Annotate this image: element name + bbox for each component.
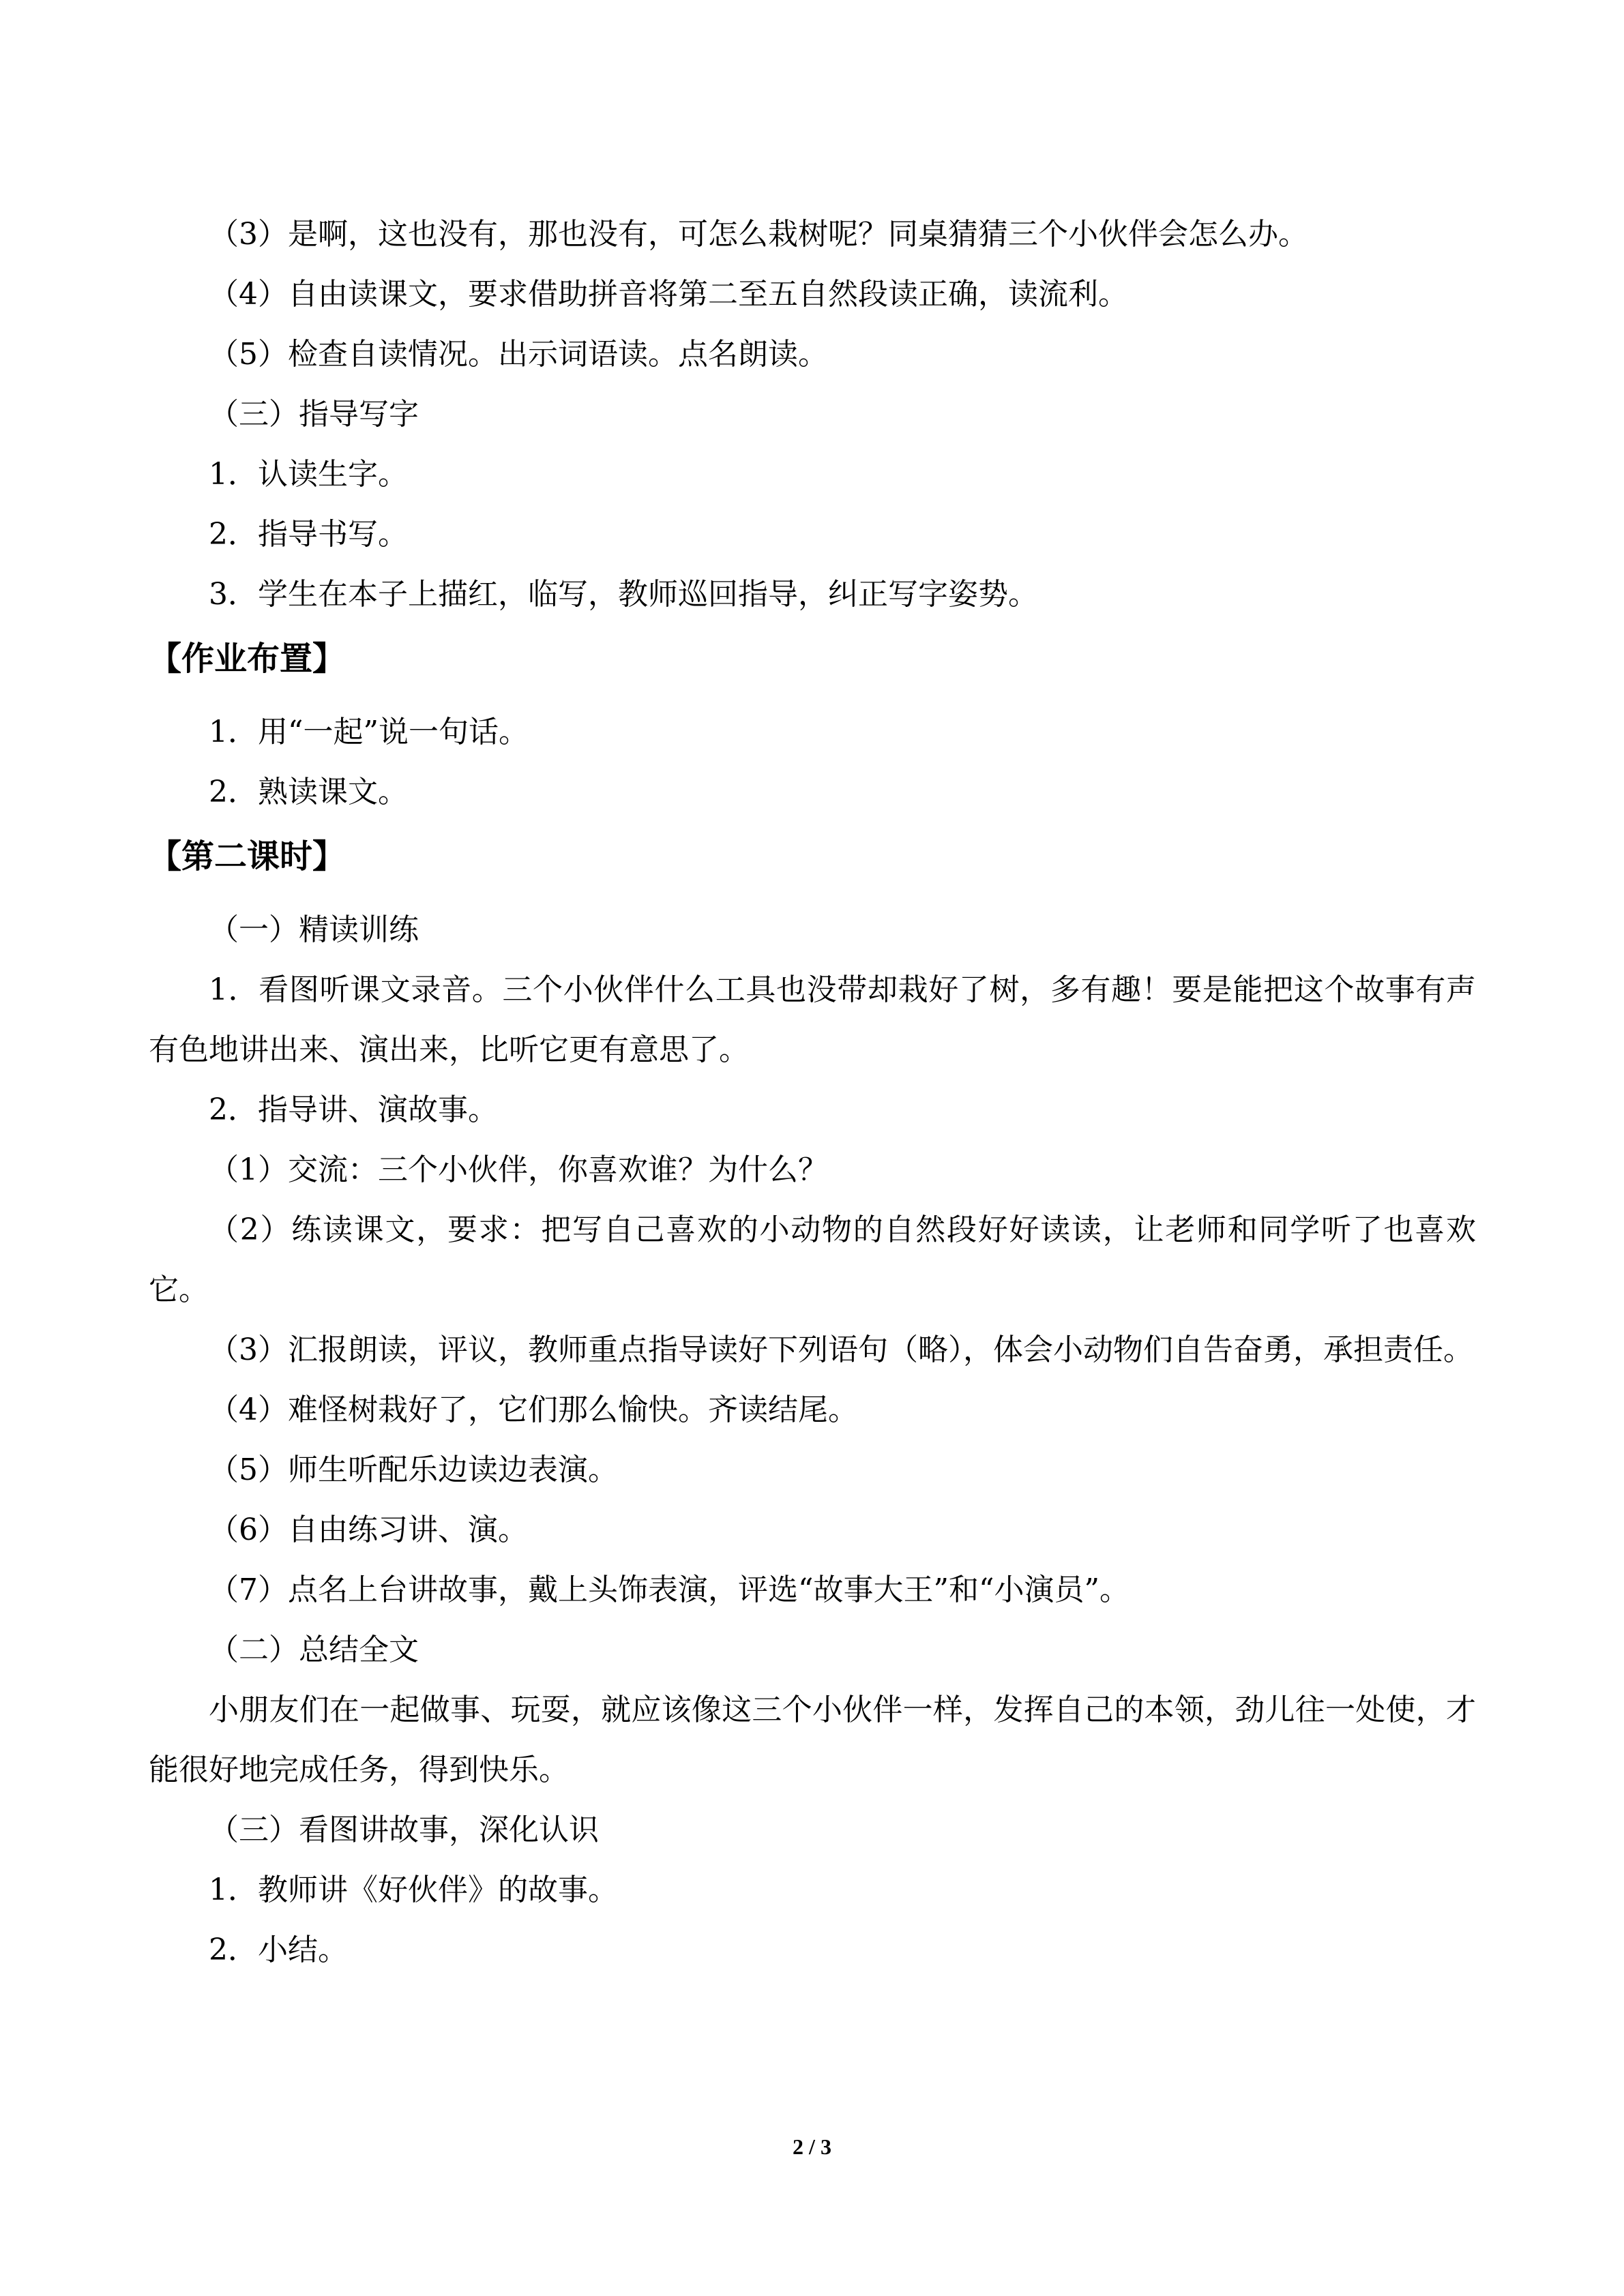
list-item: 2．小结。 [209,1933,348,1967]
subsection-title: （三）看图讲故事，深化认识 [209,1813,599,1847]
document-body [149,205,1476,1980]
list-item: （7）点名上台讲故事，戴上头饰表演，评选“故事大王”和“小演员”。 [209,1572,1130,1607]
list-item: 2．熟读课文。 [209,775,408,809]
paragraph: 小朋友们在一起做事、玩耍，就应该像这三个小伙伴一样，发挥自己的本领，劲儿往一处使，才能很好地完成任务，得到快乐。 [149,1693,1476,1787]
paragraph: （2）练读课文，要求：把写自己喜欢的小动物的自然段好好读读，让老师和同学听了也喜欢它。 [149,1212,1476,1307]
list-item: （4）难怪树栽好了，它们那么愉快。齐读结尾。 [209,1392,858,1427]
list-item: 3．学生在本子上描红，临写，教师巡回指导，纠正写字姿势。 [209,577,1038,612]
text-line: （3）是啊，这也没有，那也没有，可怎么栽树呢？同桌猜猜三个小伙伴会怎么办。 [209,217,1308,252]
page-number: 2 / 3 [793,2134,831,2159]
list-item: （1）交流：三个小伙伴，你喜欢谁？为什么？ [209,1152,828,1187]
list-item: 2．指导讲、演故事。 [209,1092,498,1127]
list-item: （6）自由练习讲、演。 [209,1512,528,1547]
subsection-title: （三）指导写字 [209,397,419,432]
text-line: （4）自由读课文，要求借助拼音将第二至五自然段读正确，读流利。 [209,277,1128,312]
section-heading-second-lesson: 【第二课时】 [149,837,346,876]
list-item: 1．认读生字。 [209,457,408,492]
subsection-title: （一）精读训练 [209,912,419,947]
list-item: （5）师生听配乐边读边表演。 [209,1452,618,1487]
section-heading-homework: 【作业布置】 [149,640,346,678]
list-item: 2．指导书写。 [209,517,408,552]
spacer [149,693,1476,702]
spacer [149,891,1476,900]
paragraph: 1．看图听课文录音。三个小伙伴什么工具也没带却栽好了树，多有趣！要是能把这个故事有声有色地讲出来、演出来，比听它更有意思了。 [149,972,1476,1067]
subsection-title: （二）总结全文 [209,1632,419,1667]
paragraph: （3）汇报朗读，评议，教师重点指导读好下列语句（略），体会小动物们自告奋勇，承担责任。 [209,1332,1473,1367]
list-item: 1．教师讲《好伙伴》的故事。 [209,1873,618,1907]
text-line: （5）检查自读情况。出示词语读。点名朗读。 [209,337,828,372]
list-item: 1．用“一起”说一句话。 [209,715,529,749]
